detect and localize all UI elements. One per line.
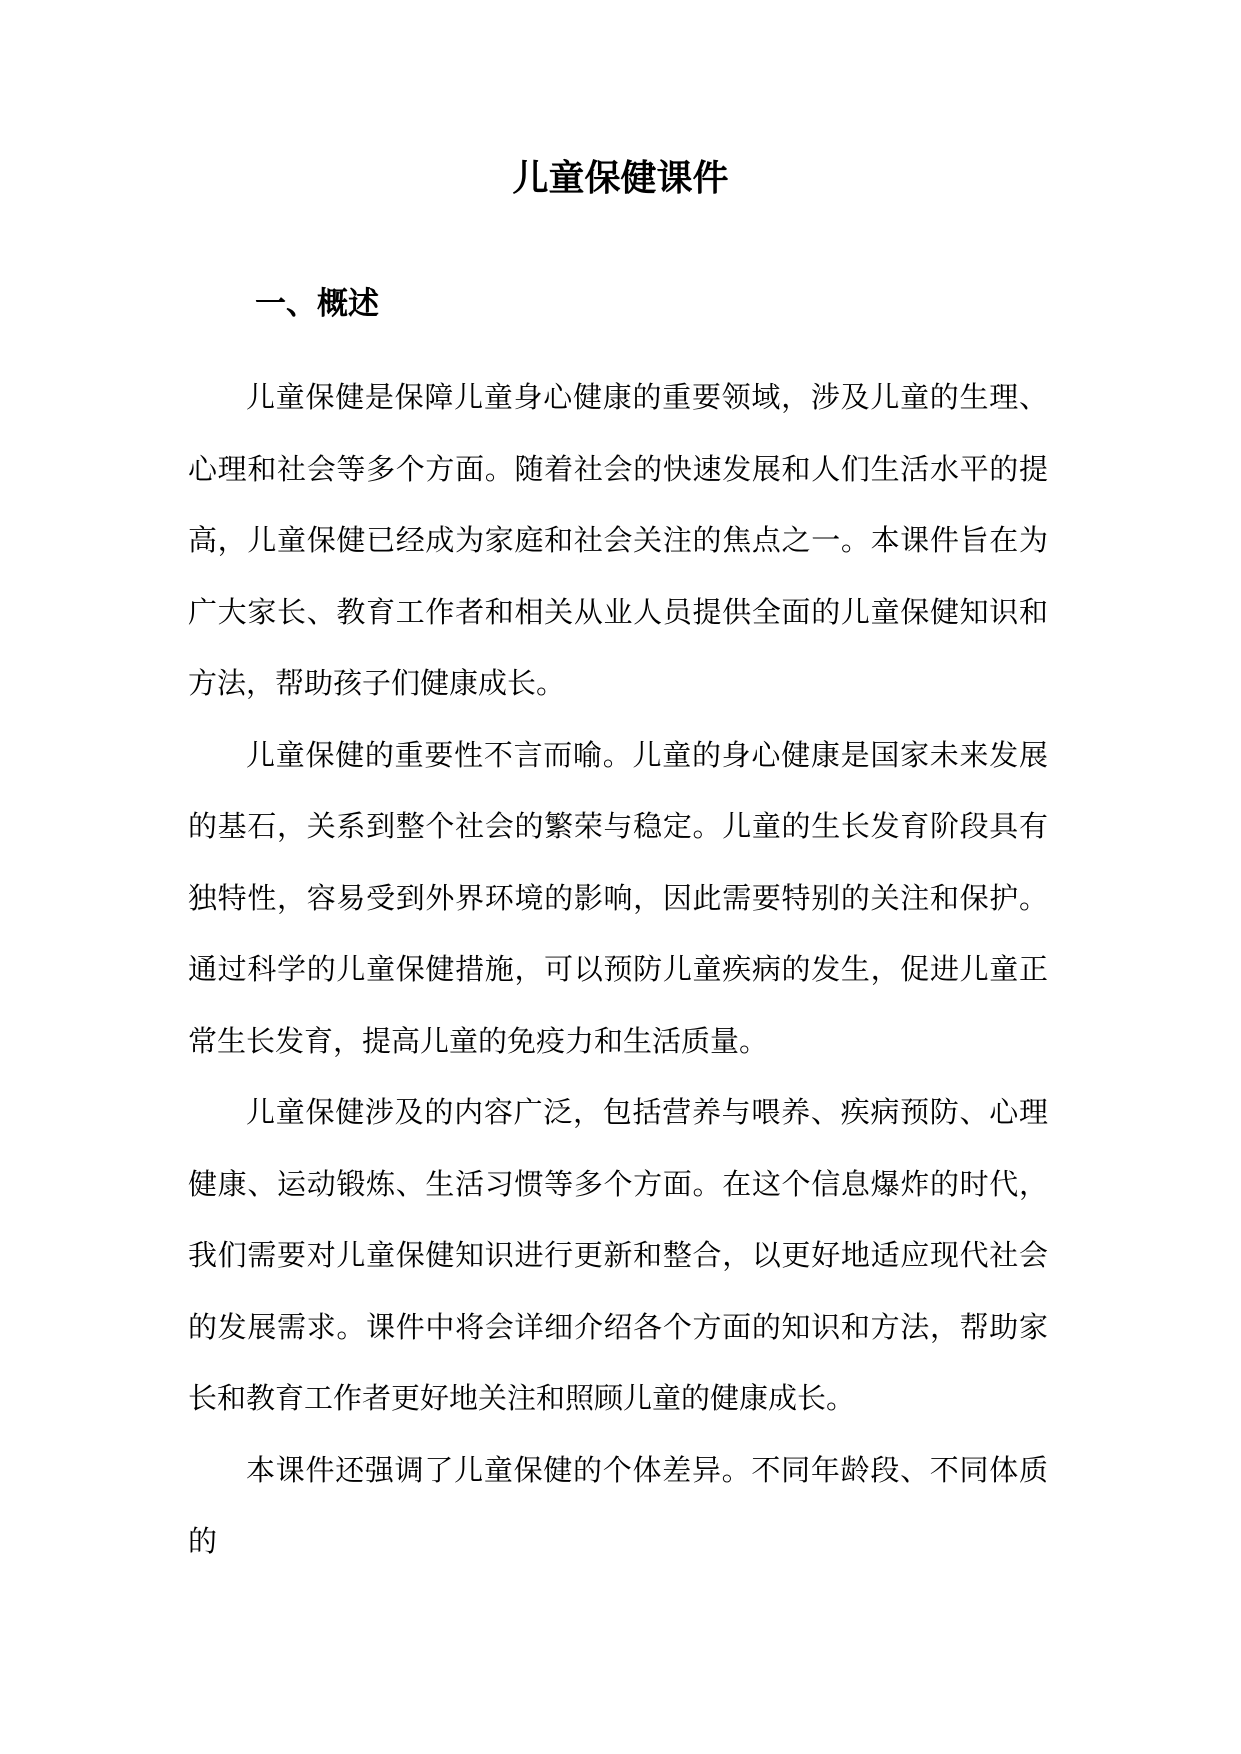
- page-title: 儿童保健课件: [512, 157, 729, 199]
- body-text: [188, 362, 1048, 1578]
- paragraph: 儿童保健的重要性不言而喻。儿童的身心健康是国家未来发展的基石，关系到整个社会的繁荣与稳定。儿童的生长发育阶段具有独特性，容易受到外界环境的影响，因此需要特别的关注和保护。通过科学的儿童保健措施，可以预防儿童疾病的发生，促进儿童正常生长发育，提高儿童的免疫力和生活质量。: [188, 737, 1048, 1058]
- paragraph: 本课件还强调了儿童保健的个体差异。不同年龄段、不同体质的: [188, 1452, 1048, 1558]
- paragraph: 儿童保健涉及的内容广泛，包括营养与喂养、疾病预防、心理健康、运动锻炼、生活习惯等多个方面。在这个信息爆炸的时代，我们需要对儿童保健知识进行更新和整合，以更好地适应现代社会的发展需求。课件中将会详细介绍各个方面的知识和方法，帮助家长和教育工作者更好地关注和照顾儿童的健康成长。: [188, 1095, 1048, 1415]
- paragraph: 儿童保健是保障儿童身心健康的重要领域，涉及儿童的生理、心理和社会等多个方面。随着社会的快速发展和人们生活水平的提高，儿童保健已经成为家庭和社会关注的焦点之一。本课件旨在为广大家长、教育工作者和相关从业人员提供全面的儿童保健知识和方法，帮助孩子们健康成长。: [188, 380, 1048, 700]
- section-heading: 一、概述: [255, 286, 379, 322]
